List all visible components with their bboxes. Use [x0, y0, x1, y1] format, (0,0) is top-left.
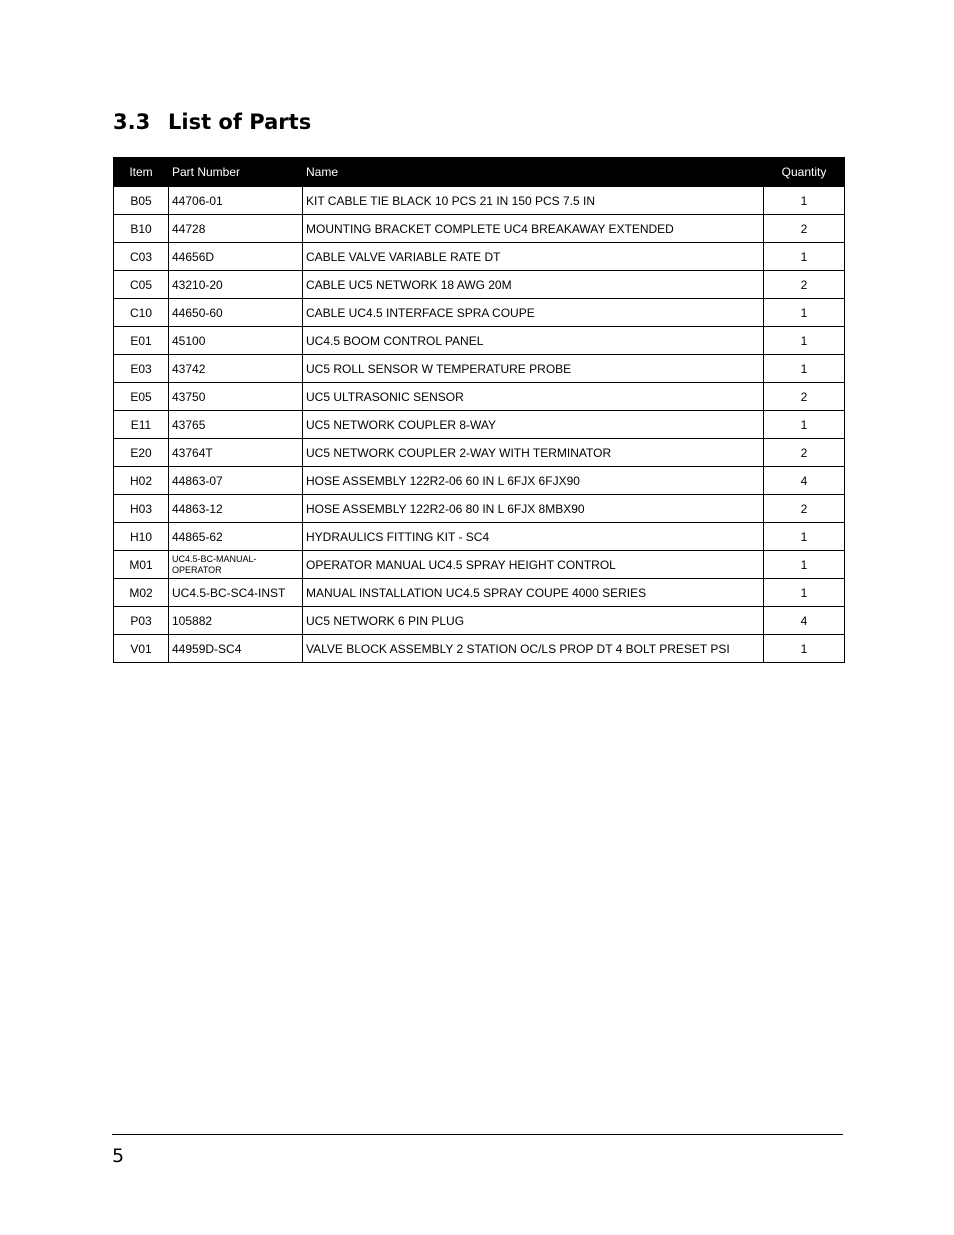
cell-part-number: 44706-01	[169, 187, 303, 215]
cell-item: E11	[114, 411, 169, 439]
cell-name: CABLE VALVE VARIABLE RATE DT	[303, 243, 764, 271]
table-header-row	[114, 158, 845, 187]
cell-quantity: 2	[764, 215, 845, 243]
cell-part-number: 44863-12	[169, 495, 303, 523]
table-row	[114, 607, 845, 635]
cell-quantity: 1	[764, 327, 845, 355]
table-row	[114, 411, 845, 439]
table-row	[114, 439, 845, 467]
cell-quantity: 1	[764, 523, 845, 551]
cell-quantity: 1	[764, 299, 845, 327]
cell-part-number: 44959D-SC4	[169, 635, 303, 663]
table-row	[114, 215, 845, 243]
cell-name: UC5 NETWORK COUPLER 8-WAY	[303, 411, 764, 439]
cell-item: V01	[114, 635, 169, 663]
cell-item: C03	[114, 243, 169, 271]
cell-item: H10	[114, 523, 169, 551]
cell-item: M01	[114, 551, 169, 579]
table-row	[114, 327, 845, 355]
cell-item: H03	[114, 495, 169, 523]
table-row	[114, 635, 845, 663]
table-row	[114, 383, 845, 411]
table-row	[114, 187, 845, 215]
table-row	[114, 299, 845, 327]
cell-name: UC5 NETWORK 6 PIN PLUG	[303, 607, 764, 635]
cell-quantity: 2	[764, 271, 845, 299]
cell-quantity: 1	[764, 635, 845, 663]
cell-item: C10	[114, 299, 169, 327]
cell-part-number: 44728	[169, 215, 303, 243]
cell-quantity: 1	[764, 243, 845, 271]
cell-item: H02	[114, 467, 169, 495]
table-row	[114, 551, 845, 579]
footer-divider	[112, 1134, 843, 1135]
cell-item: C05	[114, 271, 169, 299]
cell-name: UC5 NETWORK COUPLER 2-WAY WITH TERMINATOR	[303, 439, 764, 467]
cell-quantity: 2	[764, 439, 845, 467]
cell-name: CABLE UC4.5 INTERFACE SPRA COUPE	[303, 299, 764, 327]
section-heading	[113, 108, 311, 136]
cell-part-number: 43764T	[169, 439, 303, 467]
cell-quantity: 2	[764, 383, 845, 411]
cell-part-number: 44865-62	[169, 523, 303, 551]
cell-item: E05	[114, 383, 169, 411]
table-row	[114, 271, 845, 299]
cell-part-number: 43750	[169, 383, 303, 411]
cell-name: OPERATOR MANUAL UC4.5 SPRAY HEIGHT CONTROL	[303, 551, 764, 579]
cell-name: MANUAL INSTALLATION UC4.5 SPRAY COUPE 4000 SERIES	[303, 579, 764, 607]
cell-quantity: 1	[764, 411, 845, 439]
table-row	[114, 523, 845, 551]
table-row	[114, 355, 845, 383]
cell-part-number: UC4.5-BC-SC4-INST	[169, 579, 303, 607]
page-number: 5	[112, 1145, 125, 1167]
cell-part-number: 43765	[169, 411, 303, 439]
table-row	[114, 495, 845, 523]
cell-name: HOSE ASSEMBLY 122R2-06 80 IN L 6FJX 8MBX90	[303, 495, 764, 523]
table-row	[114, 243, 845, 271]
cell-name: KIT CABLE TIE BLACK 10 PCS 21 IN 150 PCS 7.5 IN	[303, 187, 764, 215]
cell-item: E20	[114, 439, 169, 467]
cell-quantity: 1	[764, 579, 845, 607]
section-number: 3.3	[113, 110, 151, 134]
cell-quantity: 1	[764, 355, 845, 383]
cell-item: B05	[114, 187, 169, 215]
table-row	[114, 467, 845, 495]
cell-name: HOSE ASSEMBLY 122R2-06 60 IN L 6FJX 6FJX90	[303, 467, 764, 495]
cell-quantity: 4	[764, 607, 845, 635]
cell-part-number: UC4.5-BC-MANUAL-OPERATOR	[169, 551, 303, 579]
cell-name: VALVE BLOCK ASSEMBLY 2 STATION OC/LS PROP DT 4 BOLT PRESET PSI	[303, 635, 764, 663]
cell-item: B10	[114, 215, 169, 243]
cell-quantity: 1	[764, 551, 845, 579]
cell-item: E03	[114, 355, 169, 383]
parts-table	[113, 157, 845, 663]
cell-name: CABLE UC5 NETWORK 18 AWG 20M	[303, 271, 764, 299]
cell-item: M02	[114, 579, 169, 607]
cell-name: UC5 ROLL SENSOR W TEMPERATURE PROBE	[303, 355, 764, 383]
cell-quantity: 2	[764, 495, 845, 523]
cell-name: MOUNTING BRACKET COMPLETE UC4 BREAKAWAY EXTENDED	[303, 215, 764, 243]
cell-part-number: 45100	[169, 327, 303, 355]
table-row	[114, 579, 845, 607]
header-quantity: Quantity	[764, 158, 845, 187]
cell-item: P03	[114, 607, 169, 635]
section-title: List of Parts	[168, 110, 312, 134]
cell-item: E01	[114, 327, 169, 355]
cell-part-number: 43742	[169, 355, 303, 383]
cell-part-number: 43210-20	[169, 271, 303, 299]
cell-name: UC5 ULTRASONIC SENSOR	[303, 383, 764, 411]
header-item: Item	[114, 158, 169, 187]
header-name: Name	[303, 158, 764, 187]
cell-name: HYDRAULICS FITTING KIT - SC4	[303, 523, 764, 551]
cell-part-number: 105882	[169, 607, 303, 635]
cell-quantity: 4	[764, 467, 845, 495]
cell-quantity: 1	[764, 187, 845, 215]
cell-part-number: 44656D	[169, 243, 303, 271]
cell-part-number: 44650-60	[169, 299, 303, 327]
header-part-number: Part Number	[169, 158, 303, 187]
cell-name: UC4.5 BOOM CONTROL PANEL	[303, 327, 764, 355]
cell-part-number: 44863-07	[169, 467, 303, 495]
